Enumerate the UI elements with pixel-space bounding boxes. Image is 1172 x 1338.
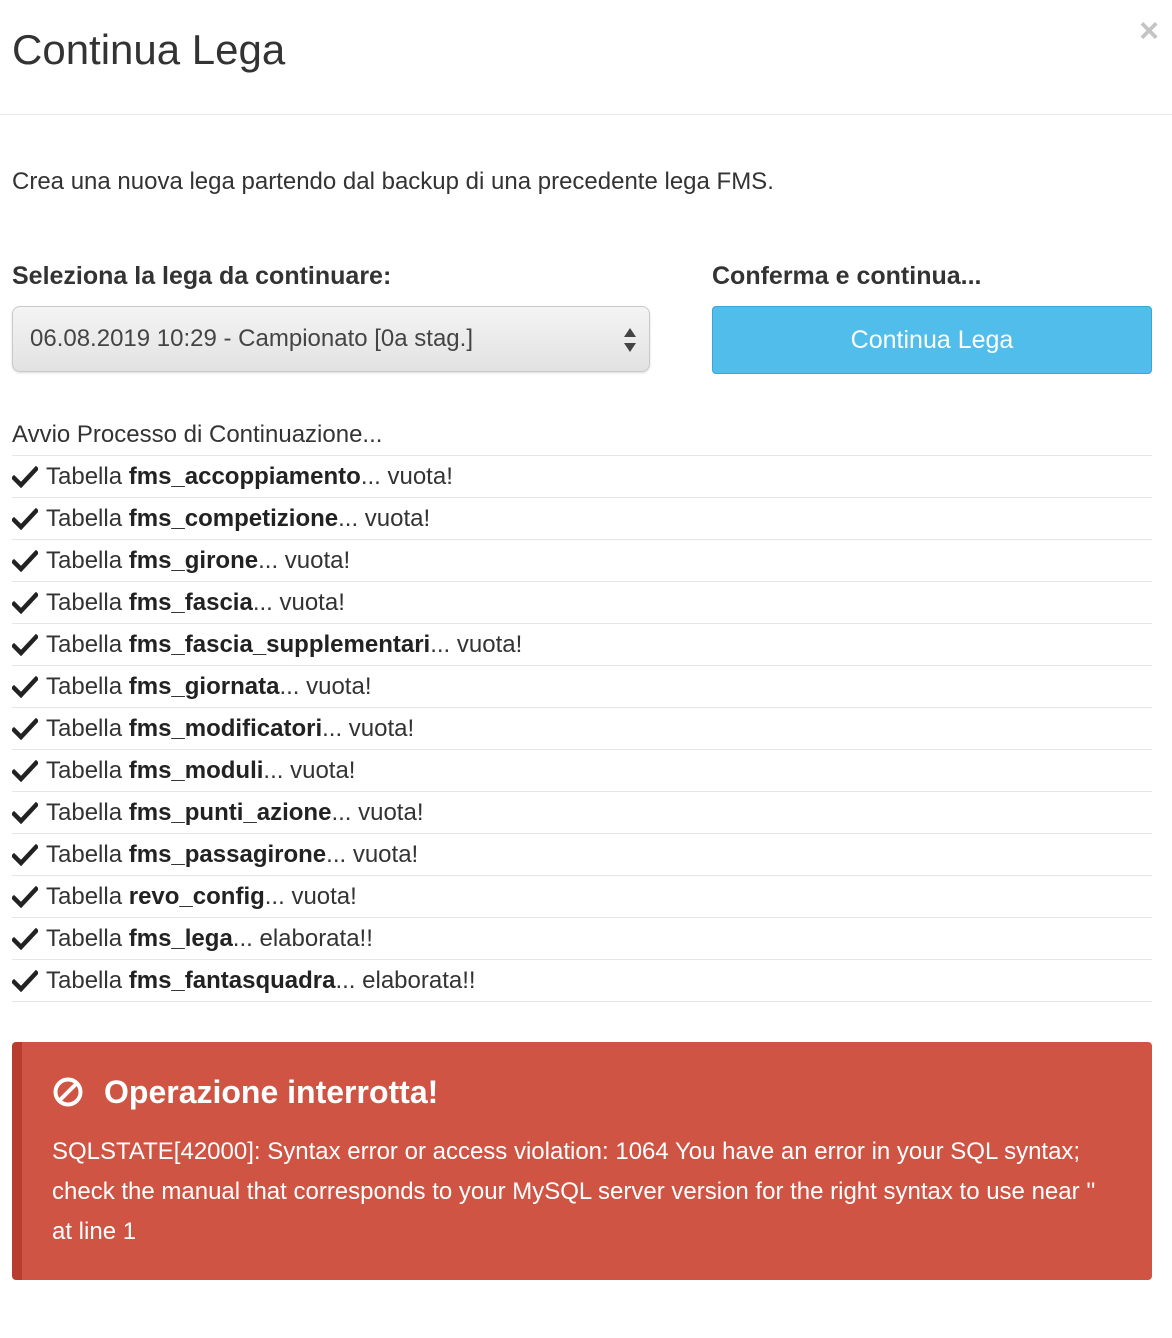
log-table-name: fms_fascia_supplementari xyxy=(128,631,431,658)
log-row xyxy=(12,959,1152,1002)
check-icon xyxy=(12,466,38,488)
check-icon xyxy=(12,676,38,698)
ban-icon xyxy=(52,1076,84,1108)
log-table-name: fms_competizione xyxy=(128,505,339,532)
log-list xyxy=(12,455,1152,1002)
log-row xyxy=(12,749,1152,791)
log-prefix: Tabella xyxy=(46,505,123,532)
log-title: Avvio Processo di Continuazione... xyxy=(12,421,383,448)
league-select[interactable] xyxy=(12,306,650,372)
select-arrows-icon xyxy=(623,326,637,354)
continue-league-button[interactable]: Continua Lega xyxy=(712,306,1152,374)
check-icon xyxy=(12,844,38,866)
alert-title: Operazione interrotta! xyxy=(104,1074,439,1110)
log-prefix: Tabella xyxy=(46,463,123,490)
log-table-name: fms_passagirone xyxy=(128,841,327,868)
log-row xyxy=(12,707,1152,749)
log-prefix: Tabella xyxy=(46,673,123,700)
check-icon xyxy=(12,718,38,740)
log-status: ... vuota! xyxy=(430,631,523,658)
log-status: ... vuota! xyxy=(263,757,356,784)
check-icon xyxy=(12,928,38,950)
log-prefix: Tabella xyxy=(46,715,123,742)
intro-text: Crea una nuova lega partendo dal backup di una precedente lega FMS. xyxy=(12,168,774,195)
log-status: ... elaborata!! xyxy=(335,967,476,994)
log-status: ... vuota! xyxy=(258,547,351,574)
check-icon xyxy=(12,886,38,908)
check-icon xyxy=(12,508,38,530)
error-alert xyxy=(12,1042,1152,1280)
log-table-name: fms_girone xyxy=(128,547,259,574)
alert-message: SQLSTATE[42000]: Syntax error or access violation: 1064 You have an error in your SQL syntax; check the manual that corresponds to your MySQL server version for the right syntax to use near '' at line 1 xyxy=(52,1138,1096,1245)
log-table-name: fms_punti_azione xyxy=(128,799,332,826)
log-prefix: Tabella xyxy=(46,841,123,868)
log-status: ... vuota! xyxy=(252,589,345,616)
log-status: ... vuota! xyxy=(279,673,372,700)
log-row xyxy=(12,665,1152,707)
log-table-name: fms_moduli xyxy=(128,757,264,784)
league-select-value: 06.08.2019 10:29 - Campionato [0a stag.] xyxy=(30,325,473,352)
confirm-label: Conferma e continua... xyxy=(712,262,982,290)
log-table-name: fms_fascia xyxy=(128,589,253,616)
log-row xyxy=(12,833,1152,875)
log-table-name: fms_lega xyxy=(128,925,233,952)
log-row xyxy=(12,455,1152,497)
check-icon xyxy=(12,634,38,656)
log-status: ... vuota! xyxy=(264,883,357,910)
log-table-name: fms_modificatori xyxy=(128,715,323,742)
check-icon xyxy=(12,550,38,572)
log-table-name: fms_fantasquadra xyxy=(128,967,336,994)
log-prefix: Tabella xyxy=(46,757,123,784)
log-row xyxy=(12,623,1152,665)
log-table-name: fms_giornata xyxy=(128,673,280,700)
log-prefix: Tabella xyxy=(46,631,123,658)
close-icon[interactable]: × xyxy=(1139,12,1159,50)
log-status: ... vuota! xyxy=(322,715,415,742)
log-row xyxy=(12,917,1152,959)
log-row xyxy=(12,791,1152,833)
log-status: ... vuota! xyxy=(360,463,453,490)
log-status: ... vuota! xyxy=(338,505,431,532)
log-row xyxy=(12,581,1152,623)
log-prefix: Tabella xyxy=(46,589,123,616)
log-prefix: Tabella xyxy=(46,547,123,574)
log-prefix: Tabella xyxy=(46,799,123,826)
check-icon xyxy=(12,592,38,614)
check-icon xyxy=(12,760,38,782)
select-league-label: Seleziona la lega da continuare: xyxy=(12,262,392,290)
log-prefix: Tabella xyxy=(46,925,123,952)
modal-header xyxy=(0,0,1172,115)
log-prefix: Tabella xyxy=(46,883,123,910)
log-row xyxy=(12,539,1152,581)
modal-title: Continua Lega xyxy=(12,26,286,73)
log-row xyxy=(12,875,1152,917)
check-icon xyxy=(12,970,38,992)
log-table-name: fms_accoppiamento xyxy=(128,463,361,490)
log-status: ... elaborata!! xyxy=(232,925,373,952)
log-prefix: Tabella xyxy=(46,967,123,994)
log-status: ... vuota! xyxy=(331,799,424,826)
log-row xyxy=(12,497,1152,539)
check-icon xyxy=(12,802,38,824)
log-table-name: revo_config xyxy=(128,883,265,910)
log-status: ... vuota! xyxy=(326,841,419,868)
